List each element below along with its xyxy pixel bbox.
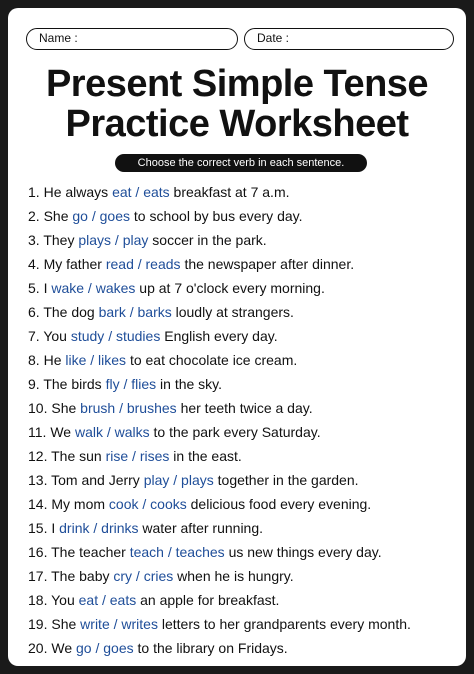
- sentence-text-after: loudly at strangers.: [175, 304, 294, 320]
- sentence-item: [28, 396, 458, 420]
- sentence-text-after: breakfast at 7 a.m.: [173, 184, 290, 200]
- sentence-text-before: She: [43, 208, 69, 224]
- instruction-banner: Choose the correct verb in each sentence.: [115, 154, 367, 172]
- sentence-text-before: The dog: [43, 304, 95, 320]
- verb-choice[interactable]: eat / eats: [78, 592, 137, 608]
- sentence-number: 8.: [28, 352, 40, 368]
- verb-choice[interactable]: go / goes: [76, 640, 134, 656]
- sentence-text-before: My mom: [51, 496, 106, 512]
- verb-choice[interactable]: eat / eats: [112, 184, 170, 200]
- sentence-item: [28, 228, 458, 252]
- sentence-number: 16.: [28, 544, 48, 560]
- verb-choice[interactable]: wake / wakes: [51, 280, 136, 296]
- sentence-number: 13.: [28, 472, 48, 488]
- sentence-item: [28, 420, 458, 444]
- sentence-item: [28, 612, 458, 636]
- sentence-number: 19.: [28, 616, 48, 632]
- sentence-item: [28, 300, 458, 324]
- sentence-number: 2.: [28, 208, 40, 224]
- sentence-text-after: delicious food every evening.: [190, 496, 372, 512]
- sentence-number: 9.: [28, 376, 40, 392]
- verb-choice[interactable]: write / writes: [80, 616, 158, 632]
- sentence-text-before: We: [51, 640, 73, 656]
- sentence-text-after: in the sky.: [160, 376, 223, 392]
- sentence-text-before: The teacher: [51, 544, 126, 560]
- verb-choice[interactable]: go / goes: [72, 208, 130, 224]
- sentence-text-after: water after running.: [142, 520, 264, 536]
- sentence-number: 20.: [28, 640, 48, 656]
- verb-choice[interactable]: cry / cries: [113, 568, 174, 584]
- sentence-text-before: The birds: [43, 376, 102, 392]
- sentence-text-before: We: [50, 424, 72, 440]
- sentence-item: [28, 636, 458, 660]
- sentence-item: [28, 372, 458, 396]
- sentence-text-after: up at 7 o'clock every morning.: [139, 280, 325, 296]
- sentence-number: 12.: [28, 448, 48, 464]
- sentence-number: 6.: [28, 304, 40, 320]
- sentence-number: 4.: [28, 256, 40, 272]
- verb-choice[interactable]: plays / play: [78, 232, 149, 248]
- sentence-text-before: My father: [43, 256, 102, 272]
- date-label: Date :: [257, 31, 290, 45]
- sentence-item: [28, 492, 458, 516]
- sentence-text-before: Tom and Jerry: [51, 472, 140, 488]
- sentence-item: [28, 444, 458, 468]
- sentence-item: [28, 516, 458, 540]
- sentence-item: [28, 564, 458, 588]
- sentence-number: 14.: [28, 496, 48, 512]
- sentence-text-before: He: [43, 352, 62, 368]
- sentence-item: [28, 468, 458, 492]
- verb-choice[interactable]: like / likes: [65, 352, 127, 368]
- sentence-text-after: the newspaper after dinner.: [184, 256, 355, 272]
- verb-choice[interactable]: teach / teaches: [129, 544, 225, 560]
- verb-choice[interactable]: study / studies: [70, 328, 161, 344]
- sentence-text-after: an apple for breakfast.: [140, 592, 280, 608]
- sentence-text-after: when he is hungry.: [177, 568, 294, 584]
- sentence-text-before: I: [43, 280, 48, 296]
- sentence-text-before: She: [51, 616, 77, 632]
- sentence-text-after: letters to her grandparents every month.: [161, 616, 411, 632]
- sentence-text-before: The baby: [51, 568, 110, 584]
- sentence-text-before: He always: [43, 184, 109, 200]
- sentence-text-before: They: [43, 232, 75, 248]
- sentence-number: 5.: [28, 280, 40, 296]
- sentence-text-after: to school by bus every day.: [133, 208, 303, 224]
- sentence-item: [28, 276, 458, 300]
- sentence-item: [28, 348, 458, 372]
- sentence-item: [28, 180, 458, 204]
- sentence-item: [28, 324, 458, 348]
- sentence-text-after: together in the garden.: [217, 472, 359, 488]
- sentence-text-after: English every day.: [164, 328, 278, 344]
- sentence-text-before: I: [51, 520, 56, 536]
- sentence-number: 18.: [28, 592, 48, 608]
- sentence-text-after: us new things every day.: [228, 544, 382, 560]
- verb-choice[interactable]: cook / cooks: [108, 496, 187, 512]
- sentence-text-before: You: [43, 328, 67, 344]
- worksheet-page: [8, 8, 466, 666]
- sentence-number: 11.: [28, 424, 47, 440]
- sentence-number: 17.: [28, 568, 48, 584]
- verb-choice[interactable]: drink / drinks: [59, 520, 139, 536]
- page-title-line2: Practice Worksheet: [65, 103, 409, 145]
- sentence-text-before: She: [51, 400, 77, 416]
- name-field[interactable]: [26, 28, 238, 50]
- sentence-text-after: soccer in the park.: [152, 232, 267, 248]
- sentence-number: 1.: [28, 184, 40, 200]
- verb-choice[interactable]: fly / flies: [105, 376, 157, 392]
- verb-choice[interactable]: brush / brushes: [80, 400, 177, 416]
- verb-choice[interactable]: rise / rises: [105, 448, 170, 464]
- sentence-number: 3.: [28, 232, 40, 248]
- sentence-text-before: You: [51, 592, 75, 608]
- verb-choice[interactable]: read / reads: [105, 256, 181, 272]
- sentence-text-after: in the east.: [173, 448, 242, 464]
- sentence-number: 7.: [28, 328, 40, 344]
- sentence-item: [28, 588, 458, 612]
- sentence-text-after: to the library on Fridays.: [137, 640, 288, 656]
- sentence-text-after: her teeth twice a day.: [180, 400, 313, 416]
- sentence-item: [28, 204, 458, 228]
- date-field[interactable]: [244, 28, 454, 50]
- sentence-list: [28, 180, 458, 660]
- verb-choice[interactable]: play / plays: [143, 472, 214, 488]
- name-label: Name :: [39, 31, 78, 45]
- sentence-item: [28, 540, 458, 564]
- sentence-item: [28, 252, 458, 276]
- sentence-text-before: The sun: [51, 448, 102, 464]
- page-title-line1: Present Simple Tense: [45, 63, 429, 105]
- sentence-text-after: to eat chocolate ice cream.: [129, 352, 298, 368]
- verb-choice[interactable]: bark / barks: [98, 304, 172, 320]
- sentence-number: 15.: [28, 520, 48, 536]
- sentence-number: 10.: [28, 400, 48, 416]
- verb-choice[interactable]: walk / walks: [74, 424, 150, 440]
- sentence-text-after: to the park every Saturday.: [153, 424, 321, 440]
